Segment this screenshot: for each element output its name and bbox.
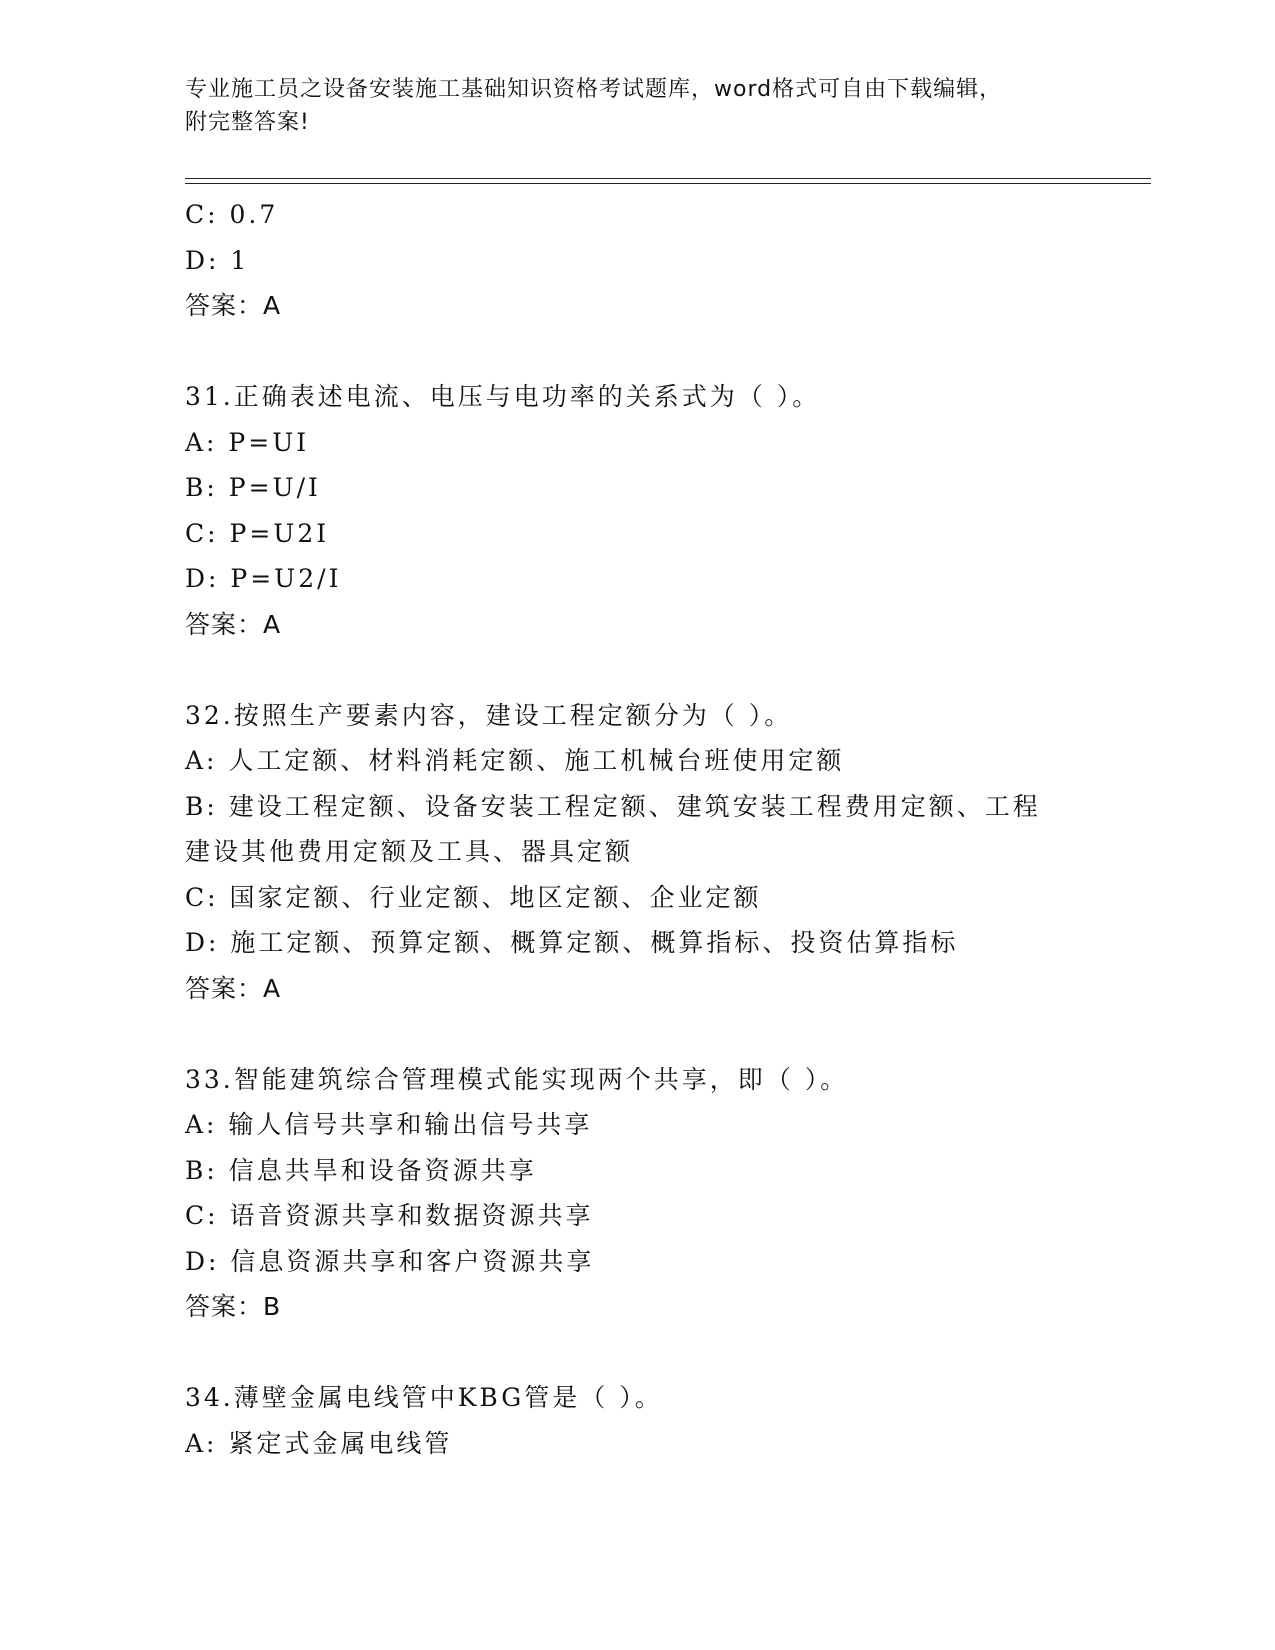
option-c: C: 0.7 bbox=[185, 200, 279, 229]
option-b: B: 信息共旱和设备资源共享 bbox=[185, 1155, 537, 1185]
question-33 bbox=[185, 1057, 1085, 1330]
option-c: C: P=U2I bbox=[185, 518, 330, 548]
option-d: D: 施工定额、预算定额、概算定额、概算指标、投资估算指标 bbox=[185, 928, 959, 957]
option-d: D: P=U2/I bbox=[185, 564, 342, 593]
option-d: D: 1 bbox=[185, 245, 250, 275]
option-a: A: P=UI bbox=[185, 427, 310, 457]
question-text: 32.按照生产要素内容，建设工程定额分为（ ）。 bbox=[185, 700, 793, 730]
spacer bbox=[185, 1330, 1085, 1376]
header-line-1: 专业施工员之设备安装施工基础知识资格考试题库，word格式可自由下载编辑， bbox=[185, 77, 1003, 102]
question-text: 33.智能建筑综合管理模式能实现两个共享，即（ ）。 bbox=[185, 1064, 849, 1094]
question-text: 34.薄壁金属电线管中KBG管是（ ）。 bbox=[185, 1383, 663, 1412]
question-text: 31.正确表述电流、电压与电功率的关系式为（ ）。 bbox=[185, 382, 821, 411]
option-b: B: P=U/I bbox=[185, 473, 321, 502]
option-a: A: 输人信号共享和输出信号共享 bbox=[185, 1110, 593, 1139]
previous-question-tail bbox=[185, 192, 1085, 329]
header-divider-bottom bbox=[185, 183, 1151, 184]
option-b-continued: 建设其他费用定额及工具、器具定额 bbox=[185, 837, 634, 866]
option-c: C: 语音资源共享和数据资源共享 bbox=[185, 1201, 594, 1230]
spacer bbox=[185, 1011, 1085, 1057]
option-b: B: 建设工程定额、设备安装工程定额、建筑安装工程费用定额、工程 bbox=[185, 791, 1041, 821]
option-a: A: 紧定式金属电线管 bbox=[185, 1428, 453, 1458]
option-c: C: 国家定额、行业定额、地区定额、企业定额 bbox=[185, 882, 762, 912]
question-31 bbox=[185, 374, 1085, 647]
question-32 bbox=[185, 693, 1085, 1012]
document-header bbox=[185, 73, 1085, 139]
question-34 bbox=[185, 1375, 1085, 1466]
option-a: A: 人工定额、材料消耗定额、施工机械台班使用定额 bbox=[185, 746, 845, 775]
answer: 答案：B bbox=[185, 1292, 282, 1321]
header-line-2: 附完整答案! bbox=[185, 110, 310, 135]
spacer bbox=[185, 329, 1085, 375]
option-d: D: 信息资源共享和客户资源共享 bbox=[185, 1246, 595, 1276]
header-divider-top bbox=[185, 178, 1151, 179]
answer: 答案：A bbox=[185, 973, 282, 1003]
question-list bbox=[185, 192, 1085, 1466]
spacer bbox=[185, 647, 1085, 693]
answer: 答案：A bbox=[185, 609, 282, 639]
answer: 答案：A bbox=[185, 291, 282, 320]
